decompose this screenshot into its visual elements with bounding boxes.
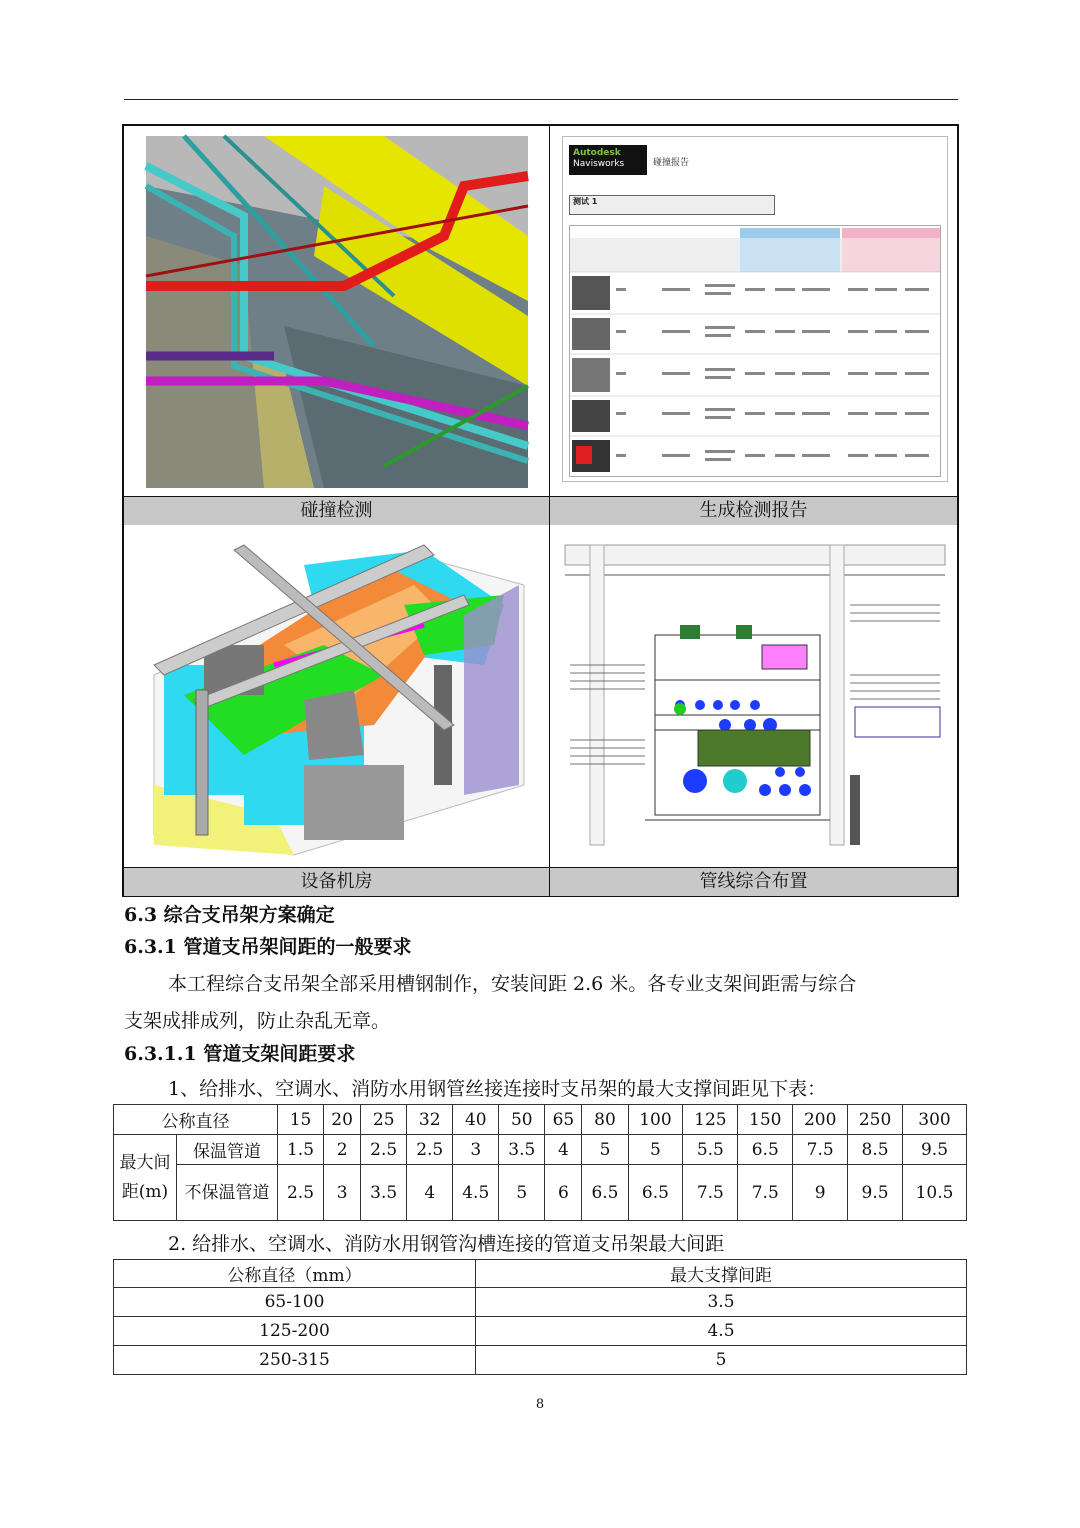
table1-insulated-value: 8.5 <box>848 1135 903 1165</box>
table1-insulated-value: 2 <box>324 1135 361 1165</box>
table1-uninsulated-value: 4.5 <box>453 1165 499 1221</box>
table1-insulated-value: 3.5 <box>499 1135 545 1165</box>
table1-diameter: 200 <box>793 1105 848 1135</box>
table1-diameter: 50 <box>499 1105 545 1135</box>
section-heading-6-3: 6.3 综合支吊架方案确定 <box>124 904 335 926</box>
logo-product: Navisworks <box>573 159 625 169</box>
table2-col2-header: 最大支撑间距 <box>476 1260 967 1288</box>
table2-diameter: 125-200 <box>114 1317 476 1346</box>
header-rule <box>124 99 958 100</box>
table1-uninsulated-value: 7.5 <box>738 1165 793 1221</box>
table2-diameter: 65-100 <box>114 1288 476 1317</box>
table2-diameter: 250-315 <box>114 1346 476 1375</box>
table1-diameter: 300 <box>903 1105 967 1135</box>
equipment-room-image <box>124 525 550 868</box>
table1-header-label: 公称直径 <box>114 1105 278 1135</box>
navisworks-logo <box>569 145 647 175</box>
table2-spacing: 3.5 <box>476 1288 967 1317</box>
table1-uninsulated-value: 9 <box>793 1165 848 1221</box>
table1-row-group-label: 最大间距(m) <box>114 1135 177 1221</box>
table1-insulated-value: 3 <box>453 1135 499 1165</box>
table1-uninsulated-value: 10.5 <box>903 1165 967 1221</box>
table1-uninsulated-value: 4 <box>407 1165 453 1221</box>
table2-col1-header: 公称直径（mm） <box>114 1260 476 1288</box>
item-1-text: 1、给排水、空调水、消防水用钢管丝接连接时支吊架的最大支撑间距见下表： <box>168 1078 827 1100</box>
logo-brand: Autodesk <box>573 148 621 158</box>
table2-spacing: 5 <box>476 1346 967 1375</box>
section-heading-6-3-1: 6.3.1 管道支吊架间距的一般要求 <box>124 936 412 958</box>
table1-diameter: 65 <box>545 1105 582 1135</box>
table1-diameter: 40 <box>453 1105 499 1135</box>
paragraph-line-2: 支架成排成列，防止杂乱无章。 <box>124 1010 391 1032</box>
clash-report-document <box>562 136 948 482</box>
table1-insulated-value: 1.5 <box>278 1135 324 1165</box>
item-2-text: 2. 给排水、空调水、消防水用钢管沟槽连接的管道支吊架最大间距 <box>168 1233 725 1255</box>
table1-insulated-value: 2.5 <box>407 1135 453 1165</box>
table1-diameter: 32 <box>407 1105 453 1135</box>
table1-uninsulated-value: 2.5 <box>278 1165 324 1221</box>
table1-uninsulated-value: 7.5 <box>683 1165 738 1221</box>
table1-uninsulated-value: 3.5 <box>361 1165 407 1221</box>
pipeline-layout-drawing <box>550 525 957 868</box>
caption-pipeline-layout: 管线综合布置 <box>550 867 957 896</box>
table1-insulated-value: 5.5 <box>683 1135 738 1165</box>
table1-insulated-value: 6.5 <box>738 1135 793 1165</box>
table1-insulated-value: 5 <box>628 1135 683 1165</box>
table1-diameter: 100 <box>628 1105 683 1135</box>
table2-spacing: 4.5 <box>476 1317 967 1346</box>
clash-report-image <box>550 126 957 496</box>
table1-insulated-value: 4 <box>545 1135 582 1165</box>
support-spacing-table-threaded <box>113 1104 967 1221</box>
table1-diameter: 250 <box>848 1105 903 1135</box>
table1-uninsulated-value: 6.5 <box>582 1165 628 1221</box>
table1-insulated-label: 保温管道 <box>177 1135 278 1165</box>
clash-result-table <box>569 225 941 477</box>
table1-diameter: 25 <box>361 1105 407 1135</box>
table1-uninsulated-value: 5 <box>499 1165 545 1221</box>
test-summary <box>569 195 775 215</box>
table1-diameter: 150 <box>738 1105 793 1135</box>
caption-clash-detection: 碰撞检测 <box>124 496 550 526</box>
section-heading-6-3-1-1: 6.3.1.1 管道支架间距要求 <box>124 1043 356 1065</box>
caption-generate-report: 生成检测报告 <box>550 496 957 526</box>
table1-uninsulated-value: 6 <box>545 1165 582 1221</box>
table1-uninsulated-label: 不保温管道 <box>177 1165 278 1221</box>
support-spacing-table-grooved <box>113 1259 967 1375</box>
table1-diameter: 20 <box>324 1105 361 1135</box>
table1-uninsulated-value: 3 <box>324 1165 361 1221</box>
figure-grid <box>122 124 959 897</box>
table1-insulated-value: 5 <box>582 1135 628 1165</box>
table1-uninsulated-value: 9.5 <box>848 1165 903 1221</box>
table1-diameter: 125 <box>683 1105 738 1135</box>
paragraph-line-1: 本工程综合支吊架全部采用槽钢制作，安装间距 2.6 米。各专业支架间距需与综合 <box>168 973 857 995</box>
test-label: 测试 1 <box>573 197 598 206</box>
clash-detection-image <box>124 126 550 496</box>
table1-insulated-value: 9.5 <box>903 1135 967 1165</box>
page-number: 8 <box>535 1397 545 1412</box>
report-title: 碰撞报告 <box>653 158 690 168</box>
table1-diameter: 80 <box>582 1105 628 1135</box>
table1-insulated-value: 7.5 <box>793 1135 848 1165</box>
table1-insulated-value: 2.5 <box>361 1135 407 1165</box>
table1-uninsulated-value: 6.5 <box>628 1165 683 1221</box>
table1-diameter: 15 <box>278 1105 324 1135</box>
caption-equipment-room: 设备机房 <box>124 867 550 896</box>
